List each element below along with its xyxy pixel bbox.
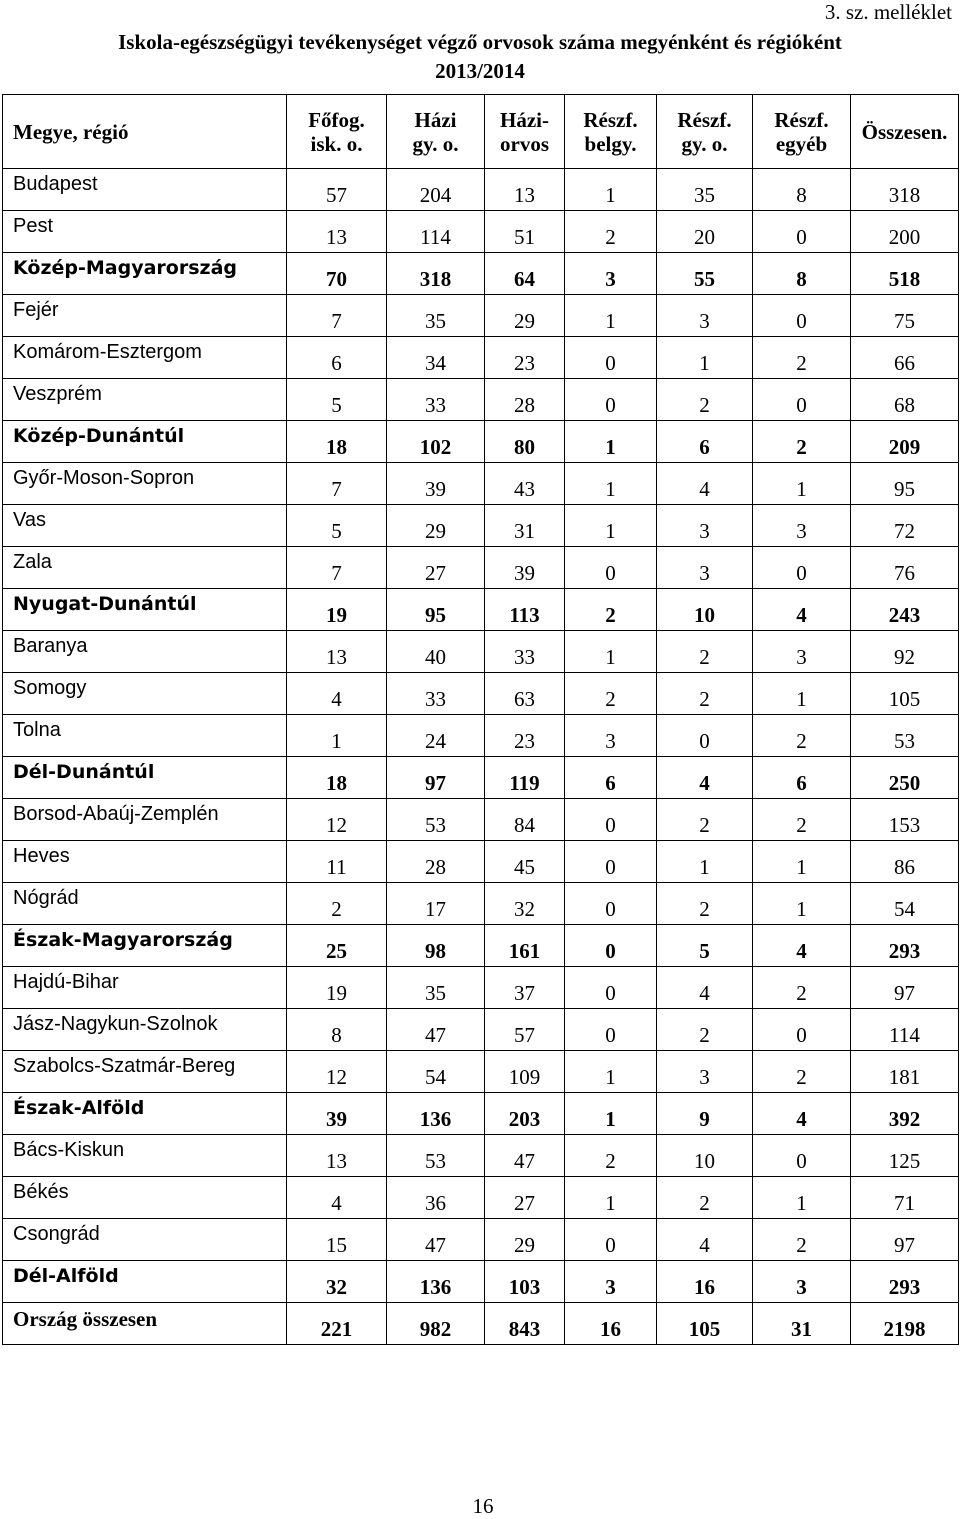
- table-row: [3, 505, 959, 547]
- value-cell: 54: [387, 1051, 485, 1093]
- value-cell: 32: [485, 883, 565, 925]
- value-cell: 109: [485, 1051, 565, 1093]
- value-cell: 10: [657, 589, 753, 631]
- value-cell: 221: [287, 1303, 387, 1345]
- row-total-cell: 200: [851, 211, 959, 253]
- value-cell: 4: [287, 1177, 387, 1219]
- value-cell: 32: [287, 1261, 387, 1303]
- value-cell: 3: [657, 547, 753, 589]
- value-cell: 4: [657, 757, 753, 799]
- row-name: Szabolcs-Szatmár-Bereg: [3, 1051, 287, 1093]
- row-name: Észak-Magyarország: [3, 925, 287, 967]
- row-name: Baranya: [3, 631, 287, 673]
- row-total-cell: 97: [851, 967, 959, 1009]
- value-cell: 6: [657, 421, 753, 463]
- value-cell: 39: [387, 463, 485, 505]
- row-total-cell: 293: [851, 925, 959, 967]
- value-cell: 2: [753, 967, 851, 1009]
- value-cell: 0: [565, 967, 657, 1009]
- value-cell: 113: [485, 589, 565, 631]
- value-cell: 1: [657, 337, 753, 379]
- row-name: Közép-Magyarország: [3, 253, 287, 295]
- title-line-1: Iskola-egészségügyi tevékenységet végző orvosok száma megyénként és régióként: [118, 30, 842, 54]
- value-cell: 55: [657, 253, 753, 295]
- header-total: Összesen.: [851, 95, 959, 169]
- table-row: [3, 379, 959, 421]
- value-cell: 2: [753, 1219, 851, 1261]
- value-cell: 97: [387, 757, 485, 799]
- value-cell: 2: [657, 1009, 753, 1051]
- value-cell: 4: [657, 463, 753, 505]
- value-cell: 29: [387, 505, 485, 547]
- value-cell: 1: [753, 1177, 851, 1219]
- row-name: Nógrád: [3, 883, 287, 925]
- value-cell: 1: [565, 463, 657, 505]
- value-cell: 2: [657, 883, 753, 925]
- value-cell: 95: [387, 589, 485, 631]
- value-cell: 3: [657, 1051, 753, 1093]
- row-name: Ország összesen: [3, 1303, 287, 1345]
- value-cell: 119: [485, 757, 565, 799]
- value-cell: 15: [287, 1219, 387, 1261]
- value-cell: 6: [565, 757, 657, 799]
- value-cell: 16: [565, 1303, 657, 1345]
- value-cell: 1: [753, 673, 851, 715]
- value-cell: 36: [387, 1177, 485, 1219]
- row-total-cell: 97: [851, 1219, 959, 1261]
- row-name: Fejér: [3, 295, 287, 337]
- region-total-row: [3, 1261, 959, 1303]
- value-cell: 1: [753, 841, 851, 883]
- value-cell: 0: [565, 1009, 657, 1051]
- value-cell: 1: [565, 631, 657, 673]
- row-name: Zala: [3, 547, 287, 589]
- header-reszf-belgy: Részf. belgy.: [565, 95, 657, 169]
- value-cell: 31: [485, 505, 565, 547]
- value-cell: 161: [485, 925, 565, 967]
- value-cell: 27: [387, 547, 485, 589]
- header-fofog: Főfog. isk. o.: [287, 95, 387, 169]
- table-row: [3, 1135, 959, 1177]
- row-total-cell: 392: [851, 1093, 959, 1135]
- value-cell: 136: [387, 1261, 485, 1303]
- header-reszf-gyo: Részf. gy. o.: [657, 95, 753, 169]
- value-cell: 0: [565, 883, 657, 925]
- value-cell: 0: [657, 715, 753, 757]
- value-cell: 1: [565, 1051, 657, 1093]
- row-total-cell: 105: [851, 673, 959, 715]
- table-row: [3, 547, 959, 589]
- value-cell: 27: [485, 1177, 565, 1219]
- row-total-cell: 125: [851, 1135, 959, 1177]
- row-name: Bács-Kiskun: [3, 1135, 287, 1177]
- value-cell: 13: [287, 1135, 387, 1177]
- row-name: Dél-Alföld: [3, 1261, 287, 1303]
- row-total-cell: 95: [851, 463, 959, 505]
- table-row: [3, 883, 959, 925]
- row-total-cell: 76: [851, 547, 959, 589]
- row-name: Győr-Moson-Sopron: [3, 463, 287, 505]
- row-name: Vas: [3, 505, 287, 547]
- value-cell: 53: [387, 1135, 485, 1177]
- value-cell: 98: [387, 925, 485, 967]
- value-cell: 0: [753, 547, 851, 589]
- value-cell: 35: [387, 967, 485, 1009]
- row-name: Dél-Dunántúl: [3, 757, 287, 799]
- value-cell: 2: [753, 1051, 851, 1093]
- row-name: Veszprém: [3, 379, 287, 421]
- value-cell: 2: [565, 589, 657, 631]
- value-cell: 0: [753, 1009, 851, 1051]
- value-cell: 4: [287, 673, 387, 715]
- row-total-cell: 153: [851, 799, 959, 841]
- value-cell: 2: [657, 799, 753, 841]
- value-cell: 1: [657, 841, 753, 883]
- value-cell: 39: [287, 1093, 387, 1135]
- region-total-row: [3, 1303, 959, 1345]
- value-cell: 45: [485, 841, 565, 883]
- value-cell: 23: [485, 337, 565, 379]
- value-cell: 0: [565, 379, 657, 421]
- row-name: Budapest: [3, 169, 287, 211]
- title-line-2: 2013/2014: [435, 59, 525, 83]
- value-cell: 0: [753, 1135, 851, 1177]
- header-haziorvos: Házi- orvos: [485, 95, 565, 169]
- table-row: [3, 631, 959, 673]
- row-total-cell: 243: [851, 589, 959, 631]
- value-cell: 23: [485, 715, 565, 757]
- value-cell: 4: [753, 1093, 851, 1135]
- value-cell: 1: [287, 715, 387, 757]
- row-total-cell: 209: [851, 421, 959, 463]
- table-body: [3, 169, 959, 1345]
- value-cell: 7: [287, 463, 387, 505]
- value-cell: 2: [753, 337, 851, 379]
- value-cell: 47: [485, 1135, 565, 1177]
- value-cell: 29: [485, 1219, 565, 1261]
- value-cell: 34: [387, 337, 485, 379]
- value-cell: 24: [387, 715, 485, 757]
- region-total-row: [3, 589, 959, 631]
- value-cell: 17: [387, 883, 485, 925]
- table-row: [3, 1009, 959, 1051]
- row-total-cell: 518: [851, 253, 959, 295]
- row-total-cell: 53: [851, 715, 959, 757]
- value-cell: 4: [657, 967, 753, 1009]
- value-cell: 3: [657, 505, 753, 547]
- table-row: [3, 211, 959, 253]
- value-cell: 1: [565, 1093, 657, 1135]
- value-cell: 0: [565, 799, 657, 841]
- row-name: Nyugat-Dunántúl: [3, 589, 287, 631]
- row-total-cell: 68: [851, 379, 959, 421]
- value-cell: 1: [753, 463, 851, 505]
- header-row: [3, 95, 959, 169]
- value-cell: 0: [565, 1219, 657, 1261]
- value-cell: 9: [657, 1093, 753, 1135]
- row-total-cell: 75: [851, 295, 959, 337]
- region-total-row: [3, 421, 959, 463]
- value-cell: 2: [753, 799, 851, 841]
- region-total-row: [3, 1093, 959, 1135]
- value-cell: 5: [287, 379, 387, 421]
- value-cell: 2: [657, 631, 753, 673]
- value-cell: 6: [753, 757, 851, 799]
- row-total-cell: 72: [851, 505, 959, 547]
- table-row: [3, 715, 959, 757]
- header-region: Megye, régió: [3, 95, 287, 169]
- value-cell: 33: [387, 673, 485, 715]
- value-cell: 204: [387, 169, 485, 211]
- value-cell: 40: [387, 631, 485, 673]
- value-cell: 2: [565, 1135, 657, 1177]
- value-cell: 114: [387, 211, 485, 253]
- row-name: Csongrád: [3, 1219, 287, 1261]
- value-cell: 103: [485, 1261, 565, 1303]
- value-cell: 4: [753, 589, 851, 631]
- value-cell: 33: [485, 631, 565, 673]
- value-cell: 318: [387, 253, 485, 295]
- table-row: [3, 1219, 959, 1261]
- value-cell: 20: [657, 211, 753, 253]
- value-cell: 1: [565, 295, 657, 337]
- row-name: Heves: [3, 841, 287, 883]
- value-cell: 1: [565, 169, 657, 211]
- row-name: Békés: [3, 1177, 287, 1219]
- value-cell: 3: [753, 1261, 851, 1303]
- value-cell: 3: [657, 295, 753, 337]
- row-total-cell: 318: [851, 169, 959, 211]
- table-row: [3, 295, 959, 337]
- value-cell: 57: [287, 169, 387, 211]
- value-cell: 8: [753, 253, 851, 295]
- value-cell: 3: [753, 631, 851, 673]
- value-cell: 1: [565, 505, 657, 547]
- value-cell: 0: [565, 925, 657, 967]
- table-row: [3, 169, 959, 211]
- value-cell: 11: [287, 841, 387, 883]
- value-cell: 57: [485, 1009, 565, 1051]
- header-reszf-egyeb: Részf. egyéb: [753, 95, 851, 169]
- value-cell: 0: [753, 295, 851, 337]
- header-hazi-gyo: Házi gy. o.: [387, 95, 485, 169]
- value-cell: 3: [565, 1261, 657, 1303]
- value-cell: 28: [387, 841, 485, 883]
- value-cell: 203: [485, 1093, 565, 1135]
- value-cell: 16: [657, 1261, 753, 1303]
- value-cell: 10: [657, 1135, 753, 1177]
- value-cell: 2: [287, 883, 387, 925]
- value-cell: 12: [287, 799, 387, 841]
- table-row: [3, 1177, 959, 1219]
- table-row: [3, 463, 959, 505]
- value-cell: 102: [387, 421, 485, 463]
- value-cell: 3: [565, 253, 657, 295]
- value-cell: 3: [753, 505, 851, 547]
- value-cell: 47: [387, 1009, 485, 1051]
- value-cell: 4: [657, 1219, 753, 1261]
- value-cell: 47: [387, 1219, 485, 1261]
- value-cell: 2: [565, 211, 657, 253]
- value-cell: 2: [753, 421, 851, 463]
- value-cell: 53: [387, 799, 485, 841]
- value-cell: 7: [287, 295, 387, 337]
- table-row: [3, 337, 959, 379]
- value-cell: 31: [753, 1303, 851, 1345]
- region-total-row: [3, 925, 959, 967]
- value-cell: 2: [657, 379, 753, 421]
- page-number: 16: [472, 1494, 494, 1518]
- value-cell: 25: [287, 925, 387, 967]
- value-cell: 843: [485, 1303, 565, 1345]
- value-cell: 982: [387, 1303, 485, 1345]
- value-cell: 12: [287, 1051, 387, 1093]
- value-cell: 13: [287, 211, 387, 253]
- row-total-cell: 250: [851, 757, 959, 799]
- row-total-cell: 54: [851, 883, 959, 925]
- value-cell: 28: [485, 379, 565, 421]
- row-name: Jász-Nagykun-Szolnok: [3, 1009, 287, 1051]
- value-cell: 4: [753, 925, 851, 967]
- table-row: [3, 1051, 959, 1093]
- value-cell: 84: [485, 799, 565, 841]
- row-total-cell: 114: [851, 1009, 959, 1051]
- value-cell: 18: [287, 757, 387, 799]
- value-cell: 2: [657, 673, 753, 715]
- doctors-table: [2, 94, 959, 1345]
- row-total-cell: 2198: [851, 1303, 959, 1345]
- row-name: Komárom-Esztergom: [3, 337, 287, 379]
- value-cell: 63: [485, 673, 565, 715]
- value-cell: 8: [287, 1009, 387, 1051]
- value-cell: 7: [287, 547, 387, 589]
- value-cell: 2: [657, 1177, 753, 1219]
- table-row: [3, 967, 959, 1009]
- value-cell: 1: [565, 421, 657, 463]
- row-name: Borsod-Abaúj-Zemplén: [3, 799, 287, 841]
- row-total-cell: 66: [851, 337, 959, 379]
- region-total-row: [3, 757, 959, 799]
- value-cell: 13: [287, 631, 387, 673]
- value-cell: 18: [287, 421, 387, 463]
- value-cell: 3: [565, 715, 657, 757]
- value-cell: 6: [287, 337, 387, 379]
- document-title: [0, 28, 960, 86]
- value-cell: 0: [565, 337, 657, 379]
- value-cell: 0: [753, 211, 851, 253]
- value-cell: 105: [657, 1303, 753, 1345]
- value-cell: 29: [485, 295, 565, 337]
- value-cell: 13: [485, 169, 565, 211]
- value-cell: 70: [287, 253, 387, 295]
- row-total-cell: 293: [851, 1261, 959, 1303]
- row-name: Észak-Alföld: [3, 1093, 287, 1135]
- region-total-row: [3, 253, 959, 295]
- value-cell: 43: [485, 463, 565, 505]
- value-cell: 51: [485, 211, 565, 253]
- table-row: [3, 673, 959, 715]
- value-cell: 35: [657, 169, 753, 211]
- value-cell: 39: [485, 547, 565, 589]
- value-cell: 33: [387, 379, 485, 421]
- value-cell: 19: [287, 589, 387, 631]
- value-cell: 64: [485, 253, 565, 295]
- value-cell: 2: [753, 715, 851, 757]
- row-total-cell: 86: [851, 841, 959, 883]
- annex-label: 3. sz. melléklet: [824, 0, 952, 24]
- row-total-cell: 181: [851, 1051, 959, 1093]
- value-cell: 0: [565, 547, 657, 589]
- row-total-cell: 71: [851, 1177, 959, 1219]
- value-cell: 80: [485, 421, 565, 463]
- table-row: [3, 841, 959, 883]
- value-cell: 5: [287, 505, 387, 547]
- value-cell: 1: [565, 1177, 657, 1219]
- row-name: Tolna: [3, 715, 287, 757]
- value-cell: 2: [565, 673, 657, 715]
- value-cell: 5: [657, 925, 753, 967]
- row-name: Somogy: [3, 673, 287, 715]
- value-cell: 19: [287, 967, 387, 1009]
- table-row: [3, 799, 959, 841]
- row-total-cell: 92: [851, 631, 959, 673]
- row-name: Hajdú-Bihar: [3, 967, 287, 1009]
- row-name: Pest: [3, 211, 287, 253]
- value-cell: 0: [753, 379, 851, 421]
- value-cell: 1: [753, 883, 851, 925]
- value-cell: 136: [387, 1093, 485, 1135]
- value-cell: 8: [753, 169, 851, 211]
- value-cell: 0: [565, 841, 657, 883]
- row-name: Közép-Dunántúl: [3, 421, 287, 463]
- value-cell: 37: [485, 967, 565, 1009]
- value-cell: 35: [387, 295, 485, 337]
